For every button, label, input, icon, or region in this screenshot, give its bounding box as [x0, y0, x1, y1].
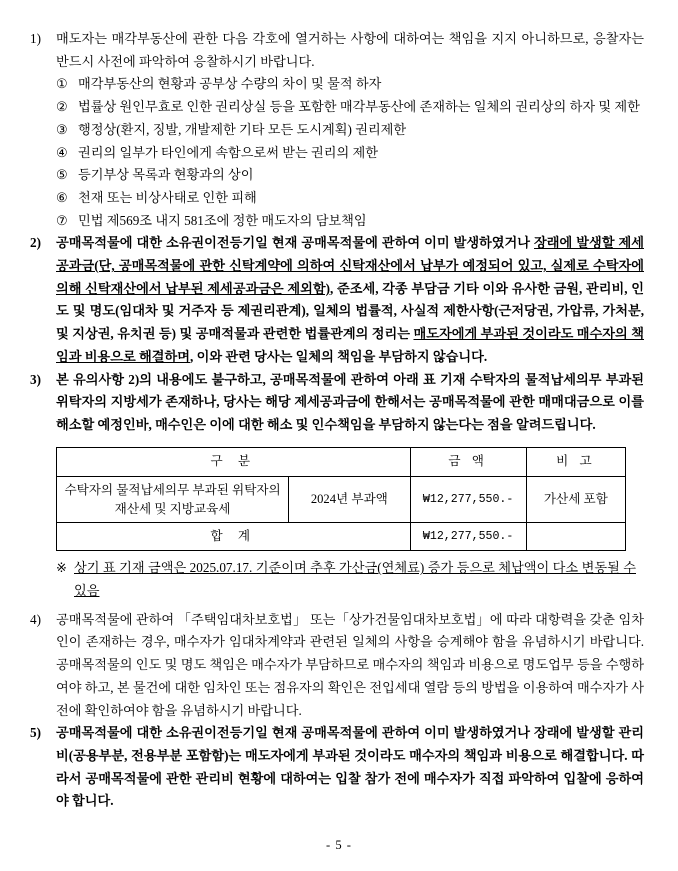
- tax-table-wrap: [56, 447, 626, 552]
- clause-text: 천재 또는 비상사태로 인한 피해: [78, 189, 257, 205]
- clause-text: 공매목적물에 대한 소유권이전등기일 현재 공매목적물에 관하여 이미 발생하였거나 장래에 발생할 관리비(공용부분, 전용부분 포함함)는 매도자에게 부과된 것이라도 매수자의 책임과 비용으로 해결합니다. 따라서 공매목적물에 관한 관리비 현황에 대하여는 입찰 참가 전에 매수자가 직접 파악하여 입찰에 응하여야 합니다.: [56, 725, 644, 809]
- clause-item: [30, 28, 644, 73]
- clause-marker: ③: [56, 121, 68, 137]
- clause-marker: ⑥: [56, 189, 68, 205]
- table-total-amount: ₩12,277,550.-: [410, 523, 526, 551]
- clause-seg-2-underlined: 장래에 발생할 제세공과금(단, 공매목적물에 관한 신탁계약에 의하여 신탁재산에서 납부가 예정되어 있고, 실제로 수탁자에 의해 신탁재산에서 납부된 제세공과금은 제외함): [56, 235, 644, 296]
- table-row: [57, 476, 626, 523]
- clause-subitem: [56, 96, 644, 119]
- clause-item-2: [30, 232, 644, 368]
- table-cell-period: 2024년 부과액: [289, 476, 410, 523]
- clause-text: 매도자는 매각부동산에 관한 다음 각호에 열거하는 사항에 대하여는 책임을 지지 아니하므로, 응찰자는 반드시 사전에 파악하여 응찰하시기 바랍니다.: [56, 31, 644, 69]
- tax-table: [56, 447, 626, 552]
- clause-text: 권리의 일부가 타인에게 속함으로써 받는 권리의 제한: [78, 144, 379, 160]
- clause-marker: 2): [30, 235, 41, 251]
- clause-text: 매각부동산의 현황과 공부상 수량의 차이 및 물적 하자: [78, 76, 382, 92]
- clause-text: 행정상(환지, 징발, 개발제한 기타 모든 도시계획) 권리제한: [78, 121, 407, 137]
- clause-subitem: [56, 73, 644, 96]
- table-total-row: [57, 523, 626, 551]
- table-cell-amount: ₩12,277,550.-: [410, 476, 526, 523]
- clause-marker: ④: [56, 144, 68, 160]
- table-total-label: 합 계: [57, 523, 411, 551]
- clause-seg-3: , 준조세, 각종 부담금 기타 이와 유사한 금원, 관리비, 인도 및 명도(임대차 및 거주자 등 제권리관계), 일체의 법률적, 사실적 제한사항(근저당권, 가압류, 가처분, 및 지상권, 유치권 등) 및 공매적물과 관련한 법률관계의 정리는: [56, 280, 644, 342]
- clause-marker: 1): [30, 31, 41, 46]
- table-header-amount: 금 액: [410, 447, 526, 476]
- clause-text: 공매목적물에 관하여 「주택임대차보호법」 또는「상가건물임대차보호법」에 따라 대항력을 갖춘 임차인이 존재하는 경우, 매수자가 임대차계약과 관련된 일체의 사항을 승계해야 함을 유념하시기 바랍니다. 공매목적물의 인도 및 명도 책임은 매수자가 부담하므로 매수자의 책임과 비용으로 명도업무 등을 수행하여야 하고, 본 물건에 대한 임차인 또는 점유자의 확인은 전입세대 열람 등의 방법을 이용하여 매수자가 사전에 확인하여야 함을 유념하시기 바랍니다.: [56, 611, 644, 718]
- clause-item-4: [30, 609, 644, 723]
- table-cell-label: [57, 476, 289, 523]
- table-header-note: 비 고: [526, 447, 625, 476]
- clause-subitem: [56, 119, 644, 142]
- clause-marker: 3): [30, 371, 41, 387]
- table-cell-note: 가산세 포함: [526, 476, 625, 523]
- clause-subitem: [56, 210, 644, 233]
- asterisk-icon: ※: [56, 560, 68, 576]
- table-footnote-text: 상기 표 기재 금액은 2025.07.17. 기준이며 추후 가산금(연체료) 증가 등으로 체납액이 다소 변동될 수 있음: [74, 560, 636, 599]
- clause-subitem: [56, 142, 644, 165]
- clause-subitem: [56, 187, 644, 210]
- clause-text: 법률상 원인무효로 인한 권리상실 등을 포함한 매각부동산에 존재하는 일체의 권리상의 하자 및 제한: [78, 99, 640, 115]
- clause-marker: ①: [56, 76, 68, 92]
- clause-marker: ②: [56, 99, 68, 115]
- clause-marker: 5): [30, 725, 41, 741]
- clause-seg-5: , 이와 관련 당사는 일체의 책임을 부담하지 않습니다.: [189, 348, 488, 364]
- clause-seg-4-underlined: 매도자에게 부과된 것이라도 매수자의 책임과 비용으로 해결하며: [56, 326, 644, 364]
- table-header-row: [57, 447, 626, 476]
- table-cell-label-line2: 재산세 및 지방교육세: [114, 501, 231, 516]
- clause-text: 등기부상 목록과 현황과의 상이: [78, 167, 254, 183]
- table-footnote: [56, 557, 636, 602]
- clause-text: 본 유의사항 2)의 내용에도 불구하고, 공매목적물에 관하여 아래 표 기재 수탁자의 물적납세의무 부과된 위탁자의 지방세가 존재하나, 당사는 해당 제세공과금에 한해서는 공매목적물에 관한 매매대금으로 이를 해소할 예정인바, 매수인은 이에 대한 해소 및 인수책임을 부담하지 않는다는 점을 알려드립니다.: [56, 371, 644, 432]
- clause-subitem: [56, 164, 644, 187]
- table-cell-label-line1: 수탁자의 물적납세의무 부과된 위탁자의: [64, 482, 281, 497]
- clause-marker: 4): [30, 611, 41, 627]
- table-total-note: [526, 523, 625, 551]
- clause-text: [56, 232, 644, 368]
- clause-item-3: [30, 369, 644, 437]
- clause-marker: ⑤: [56, 167, 68, 183]
- clause-text: 민법 제569조 내지 581조에 정한 매도자의 담보책임: [78, 212, 367, 228]
- table-header-gubun: 구 분: [57, 447, 411, 476]
- clause-seg-1: 공매목적물에 대한 소유권이전등기일 현재 공매목적물에 관하여 이미 발생하였거나: [56, 235, 535, 251]
- clause-marker: ⑦: [56, 212, 68, 228]
- page-number: - 5 -: [326, 838, 352, 852]
- clause-item-5: [30, 722, 644, 813]
